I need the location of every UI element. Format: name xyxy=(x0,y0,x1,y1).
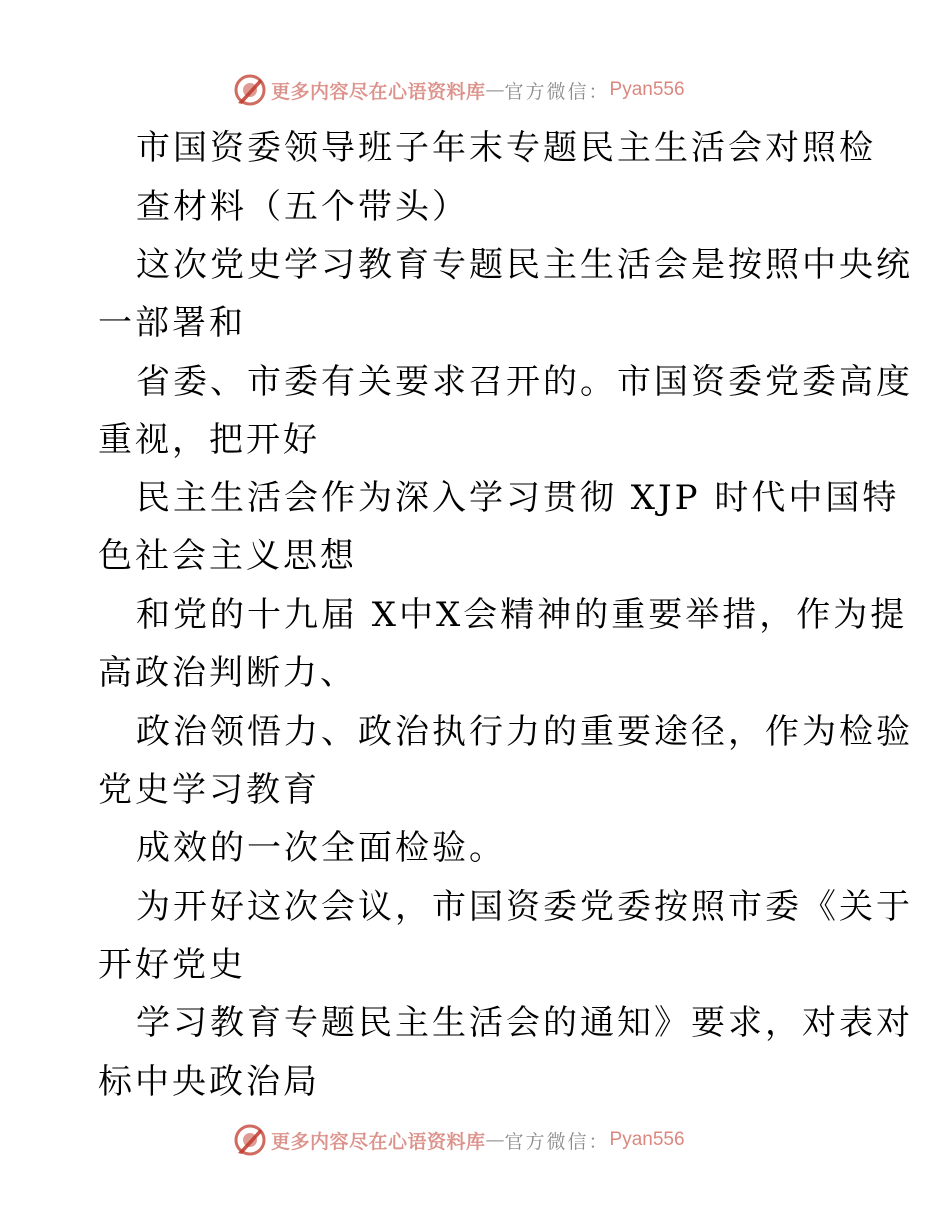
paragraph-line: 为开好这次会议，市国资委党委按照市委《关于 xyxy=(136,887,913,927)
quill-emblem-icon xyxy=(233,73,267,107)
watermark-wechat-id: Pyan556 xyxy=(609,1129,685,1150)
footer-watermark xyxy=(233,1122,685,1158)
document-title-line: 查材料（五个带头） xyxy=(136,187,469,227)
watermark-site-text: 更多内容尽在心语资料库 xyxy=(271,80,486,103)
watermark-separator: — xyxy=(485,1129,505,1151)
paragraph-line: 标中央政治局 xyxy=(98,1062,320,1102)
document-title-line: 市国资委领导班子年末专题民主生活会对照检 xyxy=(136,128,876,168)
header-watermark xyxy=(233,72,685,108)
paragraph-line: 政治领悟力、政治执行力的重要途径，作为检验 xyxy=(136,712,913,752)
paragraph-line: 开好党史 xyxy=(98,945,246,985)
paragraph-line: 省委、市委有关要求召开的。市国资委党委高度 xyxy=(136,362,913,402)
paragraph-line: 学习教育专题民主生活会的通知》要求，对表对 xyxy=(136,1003,913,1043)
paragraph-line: 色社会主义思想 xyxy=(98,536,357,576)
paragraph-line: 一部署和 xyxy=(98,303,246,343)
watermark-site-text: 更多内容尽在心语资料库 xyxy=(271,1130,486,1153)
paragraph-line: 高政治判断力、 xyxy=(98,653,357,693)
watermark-wechat-label: 官方微信： xyxy=(504,80,610,103)
paragraph-line: 党史学习教育 xyxy=(98,770,320,810)
quill-emblem-icon xyxy=(233,1123,267,1157)
watermark-wechat-label: 官方微信： xyxy=(504,1130,610,1153)
paragraph-line: 和党的十九届 X中X会精神的重要举措，作为提 xyxy=(136,595,908,635)
watermark-wechat-id: Pyan556 xyxy=(609,79,685,100)
paragraph-line: 重视，把开好 xyxy=(98,420,320,460)
paragraph-line: 成效的一次全面检验。 xyxy=(136,828,506,868)
paragraph-line: 民主生活会作为深入学习贯彻 XJP 时代中国特 xyxy=(136,478,900,518)
watermark-separator: — xyxy=(485,79,505,101)
paragraph-line: 这次党史学习教育专题民主生活会是按照中央统 xyxy=(136,245,913,285)
